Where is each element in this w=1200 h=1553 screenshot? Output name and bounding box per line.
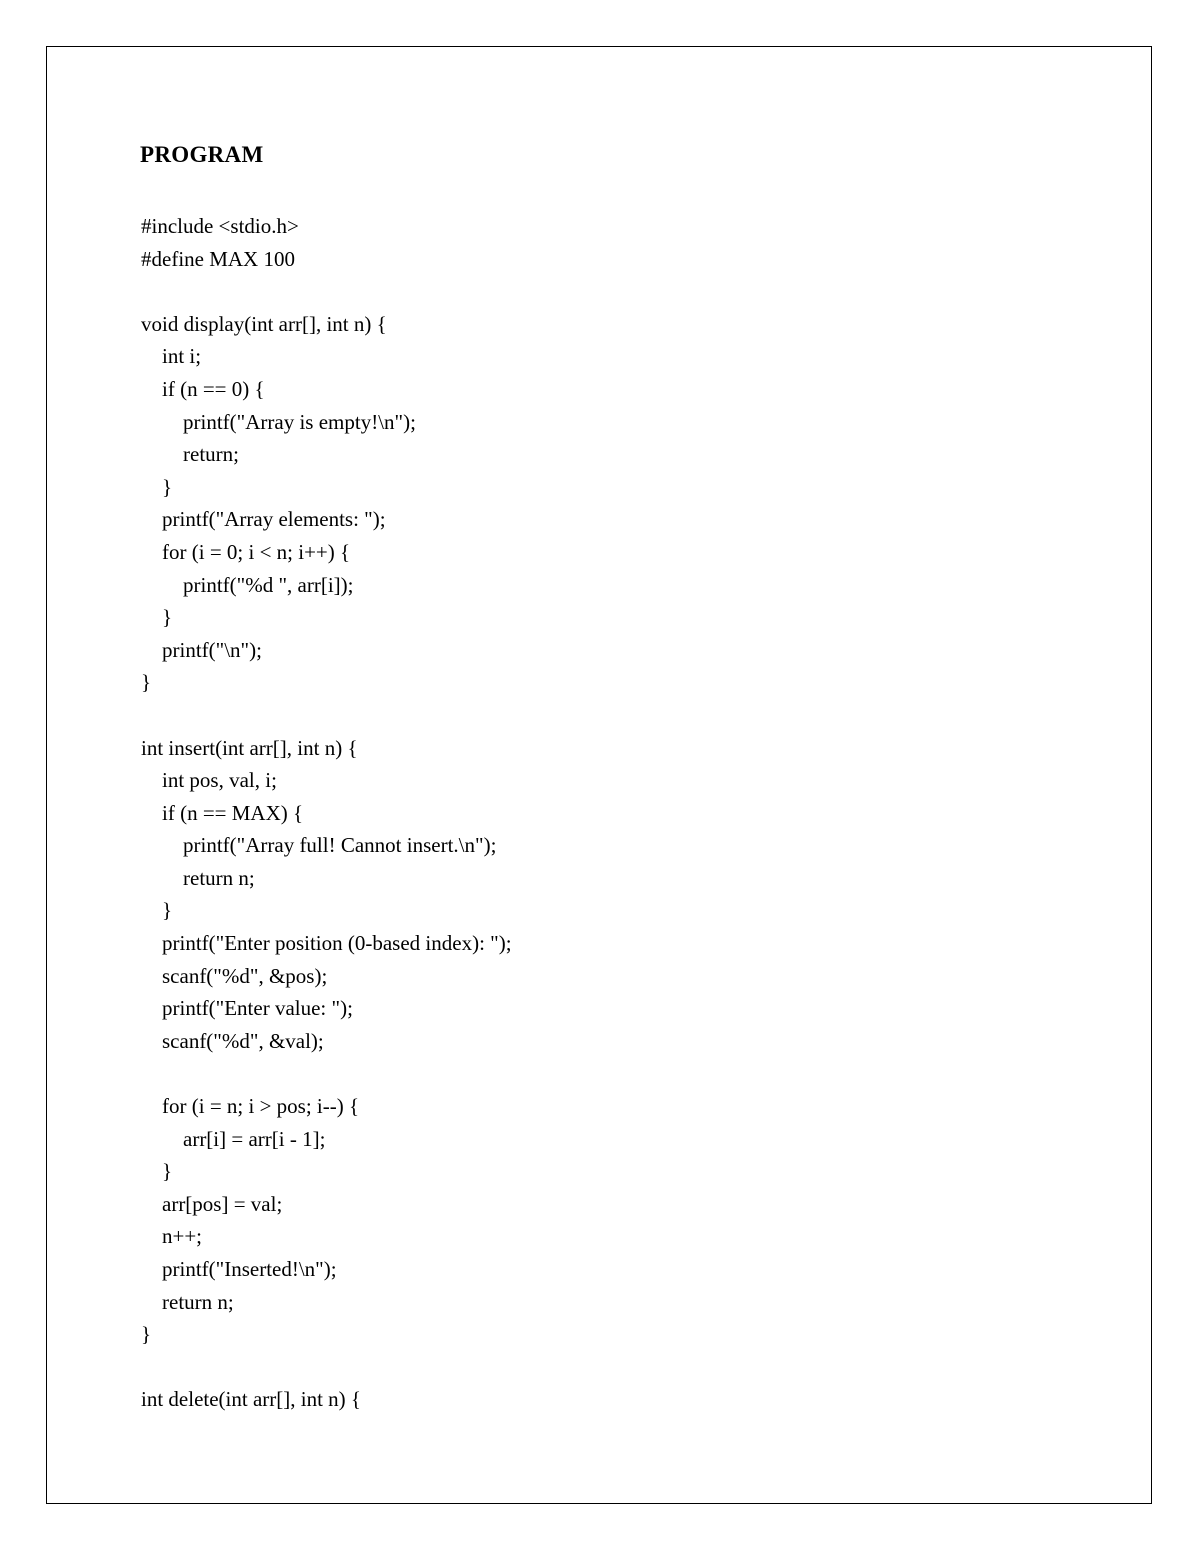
code-line: printf("Inserted!\n");	[141, 1257, 337, 1281]
code-line: #define MAX 100	[141, 246, 295, 271]
code-line: }	[141, 474, 173, 499]
code-line: return n;	[141, 865, 255, 890]
code-line: n++;	[141, 1224, 203, 1249]
code-line: int i;	[141, 344, 202, 369]
code-line: scanf("%d", &pos);	[141, 963, 328, 988]
code-line: int delete(int arr[], int n) {	[141, 1387, 361, 1412]
code-line: void display(int arr[], int n) {	[141, 311, 387, 336]
code-line: printf("\n");	[141, 637, 262, 662]
code-line: }	[141, 1322, 152, 1347]
code-line: printf("%d ", arr[i]);	[141, 572, 354, 597]
code-line: for (i = 0; i < n; i++) {	[141, 539, 351, 564]
code-line: int pos, val, i;	[141, 768, 277, 793]
code-line: if (n == 0) {	[141, 376, 265, 401]
code-line: return n;	[141, 1289, 234, 1314]
code-line: printf("Enter position (0-based index): ");	[141, 931, 512, 956]
code-line: }	[141, 1159, 173, 1184]
page-heading: PROGRAM	[140, 142, 264, 167]
code-line: printf("Enter value: ");	[141, 996, 353, 1021]
code-line: int insert(int arr[], int n) {	[141, 735, 358, 760]
code-line: arr[i] = arr[i - 1];	[141, 1126, 326, 1151]
code-line: printf("Array elements: ");	[141, 507, 386, 532]
code-line	[141, 275, 512, 308]
code-line: arr[pos] = val;	[141, 1191, 283, 1216]
code-line: printf("Array is empty!\n");	[141, 409, 416, 434]
code-line: if (n == MAX) {	[141, 800, 304, 825]
code-line: printf("Array full! Cannot insert.\n");	[141, 833, 497, 858]
code-line: return;	[141, 442, 239, 467]
code-line: for (i = n; i > pos; i--) {	[141, 1094, 360, 1119]
code-line: scanf("%d", &val);	[141, 1028, 324, 1053]
code-line: #include <stdio.h>	[141, 214, 299, 238]
code-line: }	[141, 670, 152, 695]
code-listing	[141, 210, 512, 1416]
code-line	[141, 1057, 512, 1090]
code-line: }	[141, 605, 173, 630]
code-line: }	[141, 898, 173, 923]
code-line	[141, 699, 512, 732]
code-line	[141, 1351, 512, 1384]
